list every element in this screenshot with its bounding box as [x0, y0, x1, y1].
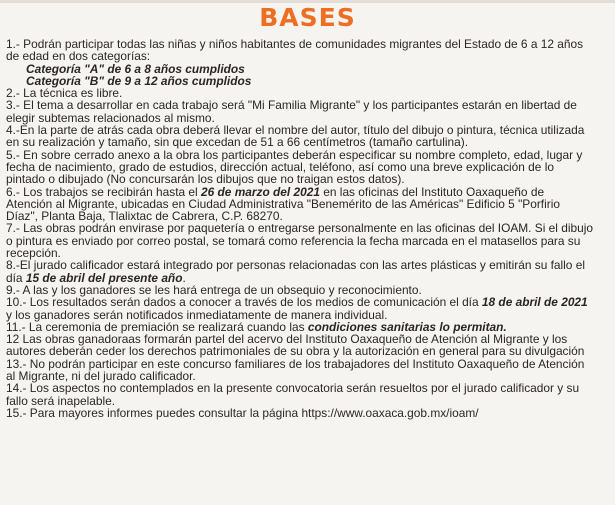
rule-item-5 — [6, 149, 615, 186]
text-segment: 11.- La ceremonia de premiación se realizará cuando las — [6, 319, 308, 334]
text-line: pintado o dibujado (No concursarán los dibujos que no traigan estos datos). — [6, 172, 405, 187]
text-line: 9.- A las y los ganadores se les hará entrega de un obsequio y reconocimiento. — [6, 282, 422, 297]
text-line — [6, 186, 615, 198]
text-line: de edad en dos categorías: — [6, 49, 151, 64]
rule-item-1 — [6, 38, 615, 87]
rule-item-10 — [6, 296, 615, 321]
rule-item-4 — [6, 124, 615, 149]
text-line: recepción. — [6, 246, 61, 261]
rule-item-3 — [6, 99, 615, 124]
text-line — [6, 296, 615, 308]
rule-item-7 — [6, 222, 615, 259]
text-line: y los ganadores serán notificados inmediatamente de manera individual. — [6, 307, 388, 322]
page-title: BASES — [259, 3, 356, 32]
text-segment: 6.- Los trabajos se recibirán hasta el — [6, 184, 201, 199]
text-line: fallo será inapelable. — [6, 393, 116, 408]
rule-item-13 — [6, 358, 615, 383]
verdict-date: 15 de abril del presente año — [25, 270, 183, 285]
rule-item-14 — [6, 382, 615, 407]
category-b: Categoría "B" de 9 a 12 años cumplidos — [26, 73, 252, 88]
text-line: 13.- No podrán participar en este concurso familiares de los trabajadores del Instituto Oaxaqueño de Atención — [6, 356, 585, 371]
rule-item-12 — [6, 333, 615, 358]
text-line: en su realización y tamaño, sin que excedan de 51 a 66 centímetros (tamaño cartulina). — [6, 135, 469, 150]
results-date: 18 de abril de 2021 — [481, 295, 588, 310]
text-segment: día — [6, 270, 26, 285]
text-line: 3.- El tema a desarrollar en cada trabajo será "Mi Familia Migrante" y los participantes estarán en libertad de — [6, 98, 577, 113]
text-segment: 10.- Los resultados serán dados a conocer a través de los medios de comunicación el día — [6, 295, 482, 310]
text-segment: en las oficinas del Instituto Oaxaqueño de — [319, 184, 545, 199]
sanitary-conditions: condiciones sanitarias lo permitan. — [307, 319, 507, 334]
text-line: autores deberán ceder los derechos patrimoniales de su obra y la autorización en general para su divulgación — [6, 344, 585, 359]
text-line: fecha de nacimiento, grado de estudios, dirección actual, teléfono, así como una breve explicación de lo — [6, 159, 554, 174]
text-line: elegir subtemas relacionados al mismo. — [6, 110, 215, 125]
deadline-date: 26 de marzo del 2021 — [200, 184, 320, 199]
text-line: 12 Las obras ganadoraas formarán partel del acervo del Instituto Oaxaqueño de Atención al Migrante y los — [6, 332, 568, 347]
rules-list — [6, 38, 615, 419]
text-line: o pintura es enviado por correo postal, se tomará como referencia la fecha marcada en el matasellos para su — [6, 233, 581, 248]
rule-item-6 — [6, 186, 615, 223]
rule-item-8 — [6, 259, 615, 284]
text-line: 14.- Los aspectos no contemplados en la presente convocatoria serán resueltos por el jurado calificador y su — [6, 381, 580, 396]
text-line: 7.- Las obras podrán envirase por paquetería o entregarse personalmente en las oficinas del IOAM. Si el dibujo — [6, 221, 593, 236]
text-line: Atención al Migrante, ubicadas en Ciudad Administrativa "Benemérito de las Américas" Edificio 5 "Porfirio — [6, 196, 560, 211]
info-link-line: 15.- Para mayores informes puedes consultar la página https://www.oaxaca.gob.mx/ioam/ — [6, 405, 479, 420]
text-line: Díaz", Planta Baja, Tlalixtac de Cabrera, C.P. 68270. — [6, 209, 283, 224]
text-line: al Migrante, ni del jurado calificador. — [6, 369, 196, 384]
text-line: 2.- La técnica es libre. — [6, 86, 123, 101]
text-line: 4.-En la parte de atrás cada obra deberá llevar el nombre del autor, título del dibujo o pintura, técnica utilizada — [6, 123, 585, 138]
rule-item-15 — [6, 407, 615, 419]
text-segment: . — [182, 270, 186, 285]
text-line: 8.-El jurado calificador estará integrado por personas relacionadas con las artes plásticas y emitirán su fallo el — [6, 258, 585, 273]
text-line: 1.- Podrán participar todas las niñas y niños habitantes de comunidades migrantes del Estado de 6 a 12 años — [6, 37, 584, 51]
category-a: Categoría "A" de 6 a 8 años cumplidos — [26, 61, 245, 76]
text-line: 5.- En sobre cerrado anexo a la obra los participantes deberán especificar su nombre completo, edad, lugar y — [6, 147, 583, 162]
